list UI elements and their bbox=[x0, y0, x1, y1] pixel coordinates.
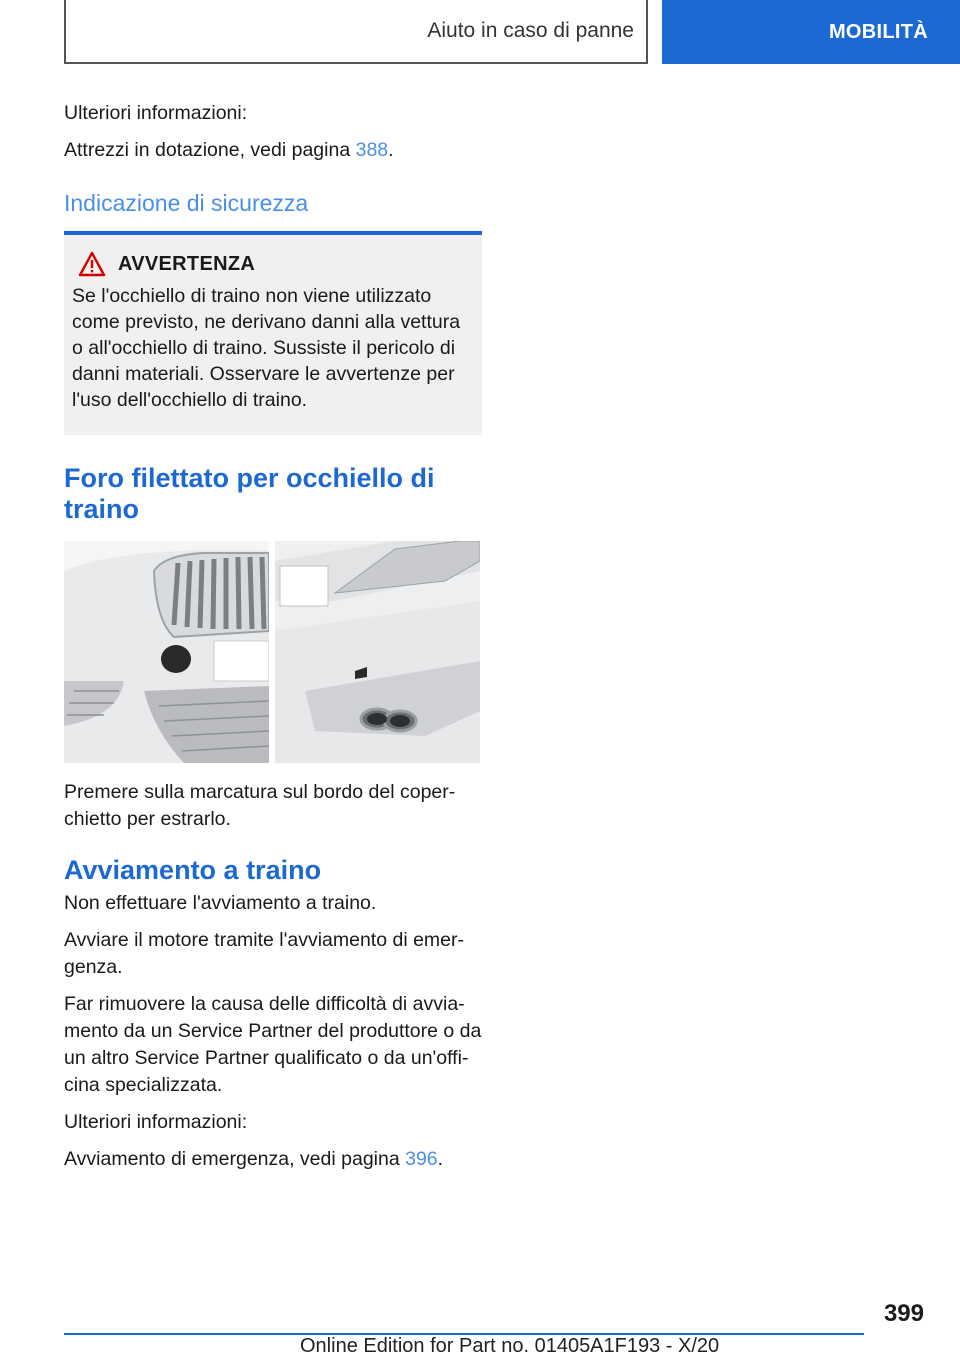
page-content bbox=[64, 100, 482, 1173]
reference-text-2: Avviamento di emergenza, vedi pagina bbox=[64, 1148, 406, 1170]
running-header-section bbox=[64, 0, 648, 64]
warning-triangle-icon bbox=[78, 251, 106, 277]
reference-line-2 bbox=[64, 1146, 482, 1173]
paragraph-no-tow-start: Non effettuare l'avviamento a traino. bbox=[64, 892, 377, 914]
reference-line bbox=[64, 137, 482, 164]
page-link-396[interactable]: 396 bbox=[405, 1148, 438, 1170]
chapter-title: MOBILITÀ bbox=[828, 20, 928, 43]
front-bumper-image bbox=[64, 541, 269, 763]
warning-title: AVVERTENZA bbox=[118, 252, 256, 275]
reference-end-2: . bbox=[437, 1148, 444, 1170]
car-illustration bbox=[64, 541, 480, 763]
towing-eye-heading: Foro filettato per occhiello di traino bbox=[64, 463, 435, 524]
paragraph-emergency-start: Avviare il motore tramite l'avviamento di emergenza. bbox=[64, 929, 465, 978]
warning-header bbox=[78, 251, 474, 277]
warning-box bbox=[64, 235, 482, 435]
warning-text: Se l'occhiello di traino non viene utilizzato come previsto, ne derivano danni alla vettura o all'occhiello di traino. Sussiste il pericolo di danni materiali. Osservare le avvertenze per l'uso dell'occhiello di traino. bbox=[72, 285, 461, 411]
reference-end: . bbox=[388, 139, 394, 161]
edition-footer: Online Edition for Part no. 01405A1F193 - X/20 bbox=[300, 1335, 720, 1357]
more-info-label-2: Ulteriori informazioni: bbox=[64, 1111, 248, 1133]
rear-bumper-image bbox=[275, 541, 480, 763]
tow-start-heading: Avviamento a traino bbox=[64, 855, 322, 885]
page-link-388[interactable]: 388 bbox=[355, 139, 389, 161]
safety-heading: Indicazione di sicurezza bbox=[64, 190, 309, 216]
chapter-tab[interactable] bbox=[662, 0, 960, 64]
figure-caption: Premere sulla marcatura sul bordo del coperchietto per estrarlo. bbox=[64, 781, 456, 830]
page-number: 399 bbox=[883, 1300, 924, 1327]
section-title: Aiuto in caso di panne bbox=[427, 19, 634, 42]
reference-text: Attrezzi in dotazione, vedi pagina bbox=[64, 139, 356, 161]
more-info-label: Ulteriori informazioni: bbox=[64, 102, 248, 124]
paragraph-service-partner: Far rimuovere la causa delle difficoltà di avviamento da un Service Partner del produttore o da un altro Service Partner qualificato o da un'officina specializzata. bbox=[64, 993, 482, 1096]
